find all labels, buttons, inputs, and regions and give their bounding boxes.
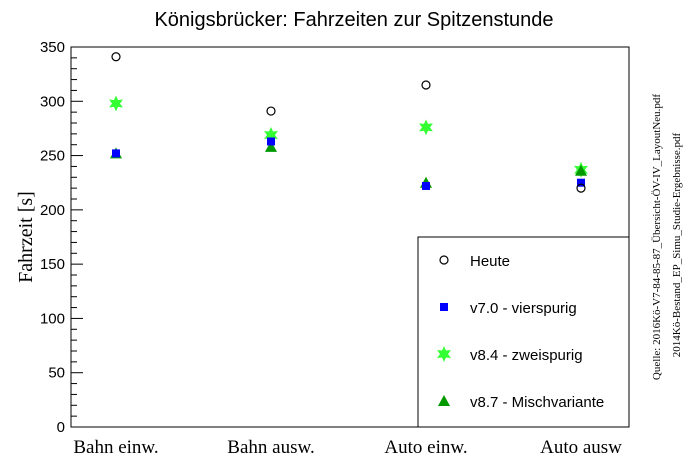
data-point-series-1: [422, 182, 430, 190]
legend-label-v87: v8.7 - Mischvariante: [470, 394, 605, 411]
legend-label-v84: v8.4 - zweispurig: [470, 347, 583, 364]
data-point-series-1: [267, 137, 275, 145]
data-point-series-0: [422, 81, 430, 89]
y-tick-label: 250: [39, 147, 65, 165]
data-point-series-1: [112, 149, 120, 157]
data-point-series-0: [267, 107, 275, 115]
y-tick-label: 300: [39, 93, 65, 111]
data-point-series-2: [109, 95, 123, 111]
chart-title: Königsbrücker: Fahrzeiten zur Spitzenstunde: [154, 9, 554, 31]
data-points: [109, 53, 588, 192]
y-tick-label: 350: [39, 39, 65, 56]
source-line-2: 2014Kö-Bestand_EP_Simu_Studie-Ergebnisse.pdf: [671, 132, 683, 358]
data-point-series-2: [419, 119, 433, 135]
legend-label-heute: Heute: [470, 253, 511, 270]
y-tick-label: 200: [39, 201, 65, 219]
y-axis-label: Fahrzeit [s]: [15, 191, 37, 283]
y-tick-label: 50: [48, 364, 65, 382]
x-tick-label: Bahn ausw.: [227, 437, 315, 458]
x-tick-label: Auto einw.: [384, 437, 468, 458]
data-point-series-0: [112, 53, 120, 61]
x-axis: [73, 437, 622, 458]
legend-label-v70: v7.0 - vierspurig: [470, 300, 577, 317]
x-tick-label: Bahn einw.: [73, 437, 159, 458]
legend: [418, 237, 629, 427]
y-tick-label: 100: [39, 310, 65, 328]
y-axis: [40, 39, 83, 436]
legend-marker-1: [440, 303, 448, 311]
source-line-1: Quelle: 2016Kö-V7-84-85-87_Übersicht-ÖV-IV_LayoutNeu.pdf: [651, 93, 663, 381]
y-tick-label: 0: [56, 419, 65, 436]
y-tick-label: 150: [39, 256, 65, 274]
x-tick-label: Auto ausw: [540, 437, 622, 458]
